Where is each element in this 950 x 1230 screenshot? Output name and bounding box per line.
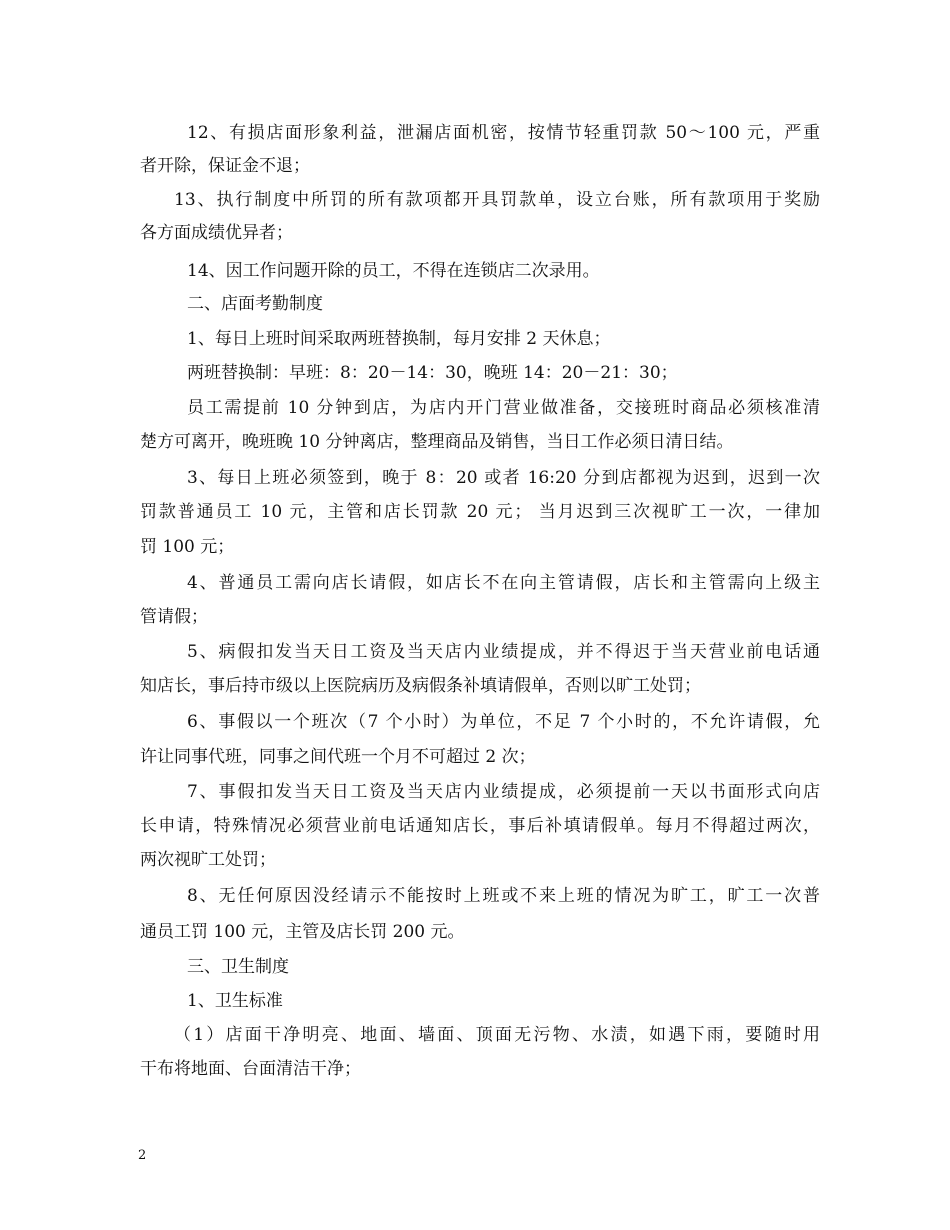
- paragraph-line: 罚款普通员工 10 元，主管和店长罚款 20 元； 当月迟到三次视旷工一次，一律加: [140, 502, 820, 522]
- paragraph-line: 6、事假以一个班次（7 个小时）为单位，不足 7 个小时的，不允许请假，允: [187, 712, 820, 732]
- paragraph-line: 许让同事代班，同事之间代班一个月不可超过 2 次；: [140, 747, 536, 767]
- section-heading: 二、店面考勤制度: [187, 294, 323, 314]
- paragraph-line: 者开除，保证金不退；: [140, 156, 310, 176]
- paragraph-line: 8、无任何原因没经请示不能按时上班或不来上班的情况为旷工，旷工一次普: [187, 886, 820, 906]
- paragraph-line: 管请假；: [140, 607, 208, 627]
- paragraph-line: 楚方可离开，晚班晚 10 分钟离店，整理商品及销售，当日工作必须日清日结。: [140, 432, 734, 452]
- paragraph-line: 14、因工作问题开除的员工，不得在连锁店二次录用。: [187, 261, 600, 281]
- paragraph-line: 13、执行制度中所罚的所有款项都开具罚款单，设立台账，所有款项用于奖励: [174, 190, 820, 210]
- paragraph-line: 5、病假扣发当天日工资及当天店内业绩提成，并不得迟于当天营业前电话通: [187, 642, 820, 662]
- paragraph-line: 7、事假扣发当天日工资及当天店内业绩提成，必须提前一天以书面形式向店: [187, 782, 820, 802]
- paragraph-line: 干布将地面、台面清洁干净；: [140, 1059, 361, 1079]
- paragraph-line: 两次视旷工处罚；: [140, 850, 276, 870]
- paragraph-line: 知店长，事后持市级以上医院病历及病假条补填请假单，否则以旷工处罚；: [140, 676, 701, 696]
- paragraph-line: 12、有损店面形象利益，泄漏店面机密，按情节轻重罚款 50～100 元，严重: [187, 123, 820, 143]
- paragraph-line: 两班替换制：早班：8：20－14：30，晚班 14：20－21：30；: [187, 363, 678, 383]
- paragraph-line: 3、每日上班必须签到，晚于 8：20 或者 16:20 分到店都视为迟到，迟到一次: [187, 468, 820, 488]
- paragraph-line: 各方面成绩优异者；: [140, 223, 293, 243]
- paragraph-line: 长申请，特殊情况必须营业前电话通知店长，事后补填请假单。每月不得超过两次，: [140, 816, 820, 836]
- page-number: 2: [138, 1148, 147, 1163]
- paragraph-line: 4、普通员工需向店长请假，如店长不在向主管请假，店长和主管需向上级主: [187, 573, 820, 593]
- section-heading: 三、卫生制度: [187, 957, 289, 977]
- paragraph-line: 通员工罚 100 元，主管及店长罚 200 元。: [140, 922, 465, 942]
- paragraph-line: 罚 100 元；: [140, 537, 235, 557]
- paragraph-line: （1）店面干净明亮、地面、墙面、顶面无污物、水渍，如遇下雨，要随时用: [174, 1025, 820, 1045]
- paragraph-line: 1、每日上班时间采取两班替换制，每月安排 2 天休息；: [187, 329, 611, 349]
- paragraph-line: 员工需提前 10 分钟到店，为店内开门营业做准备，交接班时商品必须核准清: [187, 398, 820, 418]
- subsection-heading: 1、卫生标准: [187, 991, 283, 1011]
